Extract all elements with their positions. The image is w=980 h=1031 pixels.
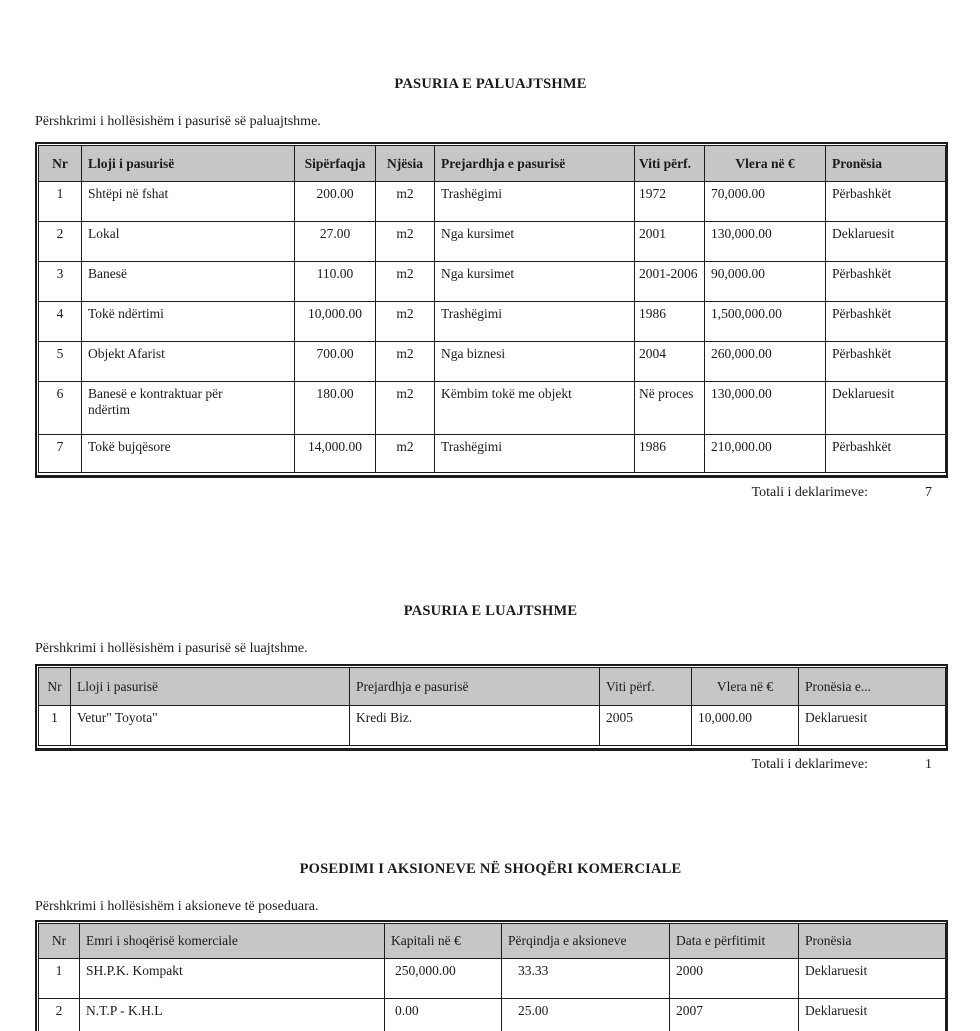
table-cell: 6: [39, 382, 82, 435]
section-title: POSEDIMI I AKSIONEVE NË SHOQËRI KOMERCIALE: [299, 861, 682, 877]
table-cell: Kredi Biz.: [350, 706, 600, 746]
table-cell: 33.33: [502, 959, 670, 999]
table-cell: Trashëgimi: [435, 435, 635, 473]
column-header: Nr: [39, 146, 82, 182]
column-header: Vlera në €: [692, 668, 799, 706]
table-cell: 90,000.00: [705, 262, 826, 302]
column-header: Nr: [39, 668, 71, 706]
table-cell: 700.00: [295, 342, 376, 382]
table-cell: m2: [376, 262, 435, 302]
table-cell: Këmbim tokë me objekt: [435, 382, 635, 435]
table-row: [39, 999, 946, 1031]
table-cell: Përbashkët: [826, 302, 946, 342]
table-cell: Nga biznesi: [435, 342, 635, 382]
table-cell: Përbashkët: [826, 182, 946, 222]
table-cell: m2: [376, 342, 435, 382]
declarations-total-row: [35, 756, 946, 773]
table-cell: 0.00: [385, 999, 502, 1031]
table-cell: Vetur" Toyota": [71, 706, 350, 746]
table-row: [39, 222, 946, 262]
header-row: [39, 146, 946, 182]
table-cell: Tokë ndërtimi: [82, 302, 295, 342]
table-cell: 2: [39, 222, 82, 262]
table-cell: Përbashkët: [826, 262, 946, 302]
section-shares-ownership: [0, 773, 980, 1031]
table-cell: m2: [376, 302, 435, 342]
table-cell: 3: [39, 262, 82, 302]
table-cell: m2: [376, 222, 435, 262]
table-cell: Deklaruesit: [799, 999, 946, 1031]
table-cell: 180.00: [295, 382, 376, 435]
declarations-total-row: [35, 484, 946, 501]
table-cell: 25.00: [502, 999, 670, 1031]
table-cell: Deklaruesit: [799, 959, 946, 999]
column-header: Prejardhja e pasurisë: [350, 668, 600, 706]
total-label: Totali i deklarimeve:: [751, 757, 868, 772]
table-cell: Tokë bujqësore: [82, 435, 295, 473]
table-row: [39, 342, 946, 382]
table-cell: Banesë e kontraktuar për ndërtim: [82, 382, 295, 435]
shares-table: [38, 923, 946, 1031]
section-title: PASURIA E PALUAJTSHME: [394, 76, 587, 92]
table-cell: Deklaruesit: [799, 706, 946, 746]
column-header: Viti përf.: [635, 146, 705, 182]
table-cell: Deklaruesit: [826, 382, 946, 435]
table-cell: 1: [39, 959, 80, 999]
table-cell: Në proces: [635, 382, 705, 435]
table-cell: 2005: [600, 706, 692, 746]
table-cell: SH.P.K. Kompakt: [80, 959, 385, 999]
section-description: Përshkrimi i hollësishëm i pasurisë së paluajtshme.: [35, 114, 321, 129]
table-cell: 1986: [635, 302, 705, 342]
table-cell: 200.00: [295, 182, 376, 222]
column-header: Kapitali në €: [385, 924, 502, 959]
table-cell: 10,000.00: [295, 302, 376, 342]
column-header: Nr: [39, 924, 80, 959]
table-cell: 2: [39, 999, 80, 1031]
total-label: Totali i deklarimeve:: [751, 485, 868, 500]
header-row: [39, 668, 946, 706]
table-cell: Përbashkët: [826, 342, 946, 382]
movable-property-table: [38, 667, 946, 746]
table-cell: 1: [39, 182, 82, 222]
table-row: [39, 262, 946, 302]
column-header: Sipërfaqja: [295, 146, 376, 182]
section-immovable-property: [0, 0, 980, 501]
table-cell: 2007: [670, 999, 799, 1031]
column-header: Njësia: [376, 146, 435, 182]
column-header: Pronësia e...: [799, 668, 946, 706]
table-cell: 4: [39, 302, 82, 342]
table-cell: Objekt Afarist: [82, 342, 295, 382]
column-header: Prejardhja e pasurisë: [435, 146, 635, 182]
table-cell: m2: [376, 435, 435, 473]
table-cell: 2000: [670, 959, 799, 999]
table-cell: Nga kursimet: [435, 262, 635, 302]
table-cell: 7: [39, 435, 82, 473]
table-cell: 1,500,000.00: [705, 302, 826, 342]
column-header: Vlera në €: [705, 146, 826, 182]
table-cell: 260,000.00: [705, 342, 826, 382]
column-header: Lloji i pasurisë: [82, 146, 295, 182]
section-movable-property: [0, 501, 980, 773]
table-cell: Deklaruesit: [826, 222, 946, 262]
immovable-property-table: [38, 145, 946, 473]
column-header: Viti përf.: [600, 668, 692, 706]
table-cell: 5: [39, 342, 82, 382]
table-cell: 1: [39, 706, 71, 746]
column-header: Emri i shoqërisë komerciale: [80, 924, 385, 959]
table-cell: N.T.P - K.H.L: [80, 999, 385, 1031]
table-row: [39, 382, 946, 435]
table-cell: Nga kursimet: [435, 222, 635, 262]
column-header: Data e përfitimit: [670, 924, 799, 959]
table-row: [39, 959, 946, 999]
table-cell: 1986: [635, 435, 705, 473]
table-cell: 110.00: [295, 262, 376, 302]
total-value: 7: [925, 485, 932, 500]
table-cell: 70,000.00: [705, 182, 826, 222]
table-cell: 14,000.00: [295, 435, 376, 473]
table-row: [39, 182, 946, 222]
section-description: Përshkrimi i hollësishëm i pasurisë së luajtshme.: [35, 641, 308, 656]
table-cell: Banesë: [82, 262, 295, 302]
column-header: Pronësia: [799, 924, 946, 959]
table-cell: 210,000.00: [705, 435, 826, 473]
total-value: 1: [925, 757, 932, 772]
table-cell: Shtëpi në fshat: [82, 182, 295, 222]
table-cell: 2004: [635, 342, 705, 382]
table-row: [39, 706, 946, 746]
immovable-property-table-frame: [35, 142, 948, 478]
table-cell: Lokal: [82, 222, 295, 262]
table-cell: 2001-2006: [635, 262, 705, 302]
table-cell: Trashëgimi: [435, 302, 635, 342]
column-header: Përqindja e aksioneve: [502, 924, 670, 959]
table-cell: Përbashkët: [826, 435, 946, 473]
table-cell: 130,000.00: [705, 222, 826, 262]
table-cell: 2001: [635, 222, 705, 262]
table-cell: 27.00: [295, 222, 376, 262]
movable-property-table-frame: [35, 664, 948, 751]
table-row: [39, 435, 946, 473]
table-cell: 130,000.00: [705, 382, 826, 435]
table-cell: 250,000.00: [385, 959, 502, 999]
table-row: [39, 302, 946, 342]
header-row: [39, 924, 946, 959]
table-cell: 10,000.00: [692, 706, 799, 746]
table-cell: m2: [376, 382, 435, 435]
table-cell: Trashëgimi: [435, 182, 635, 222]
section-description: Përshkrimi i hollësishëm i aksioneve të poseduara.: [35, 899, 319, 914]
section-title: PASURIA E LUAJTSHME: [403, 603, 578, 619]
column-header: Lloji i pasurisë: [71, 668, 350, 706]
table-cell: m2: [376, 182, 435, 222]
column-header: Pronësia: [826, 146, 946, 182]
table-cell: 1972: [635, 182, 705, 222]
shares-table-frame: [35, 920, 948, 1031]
